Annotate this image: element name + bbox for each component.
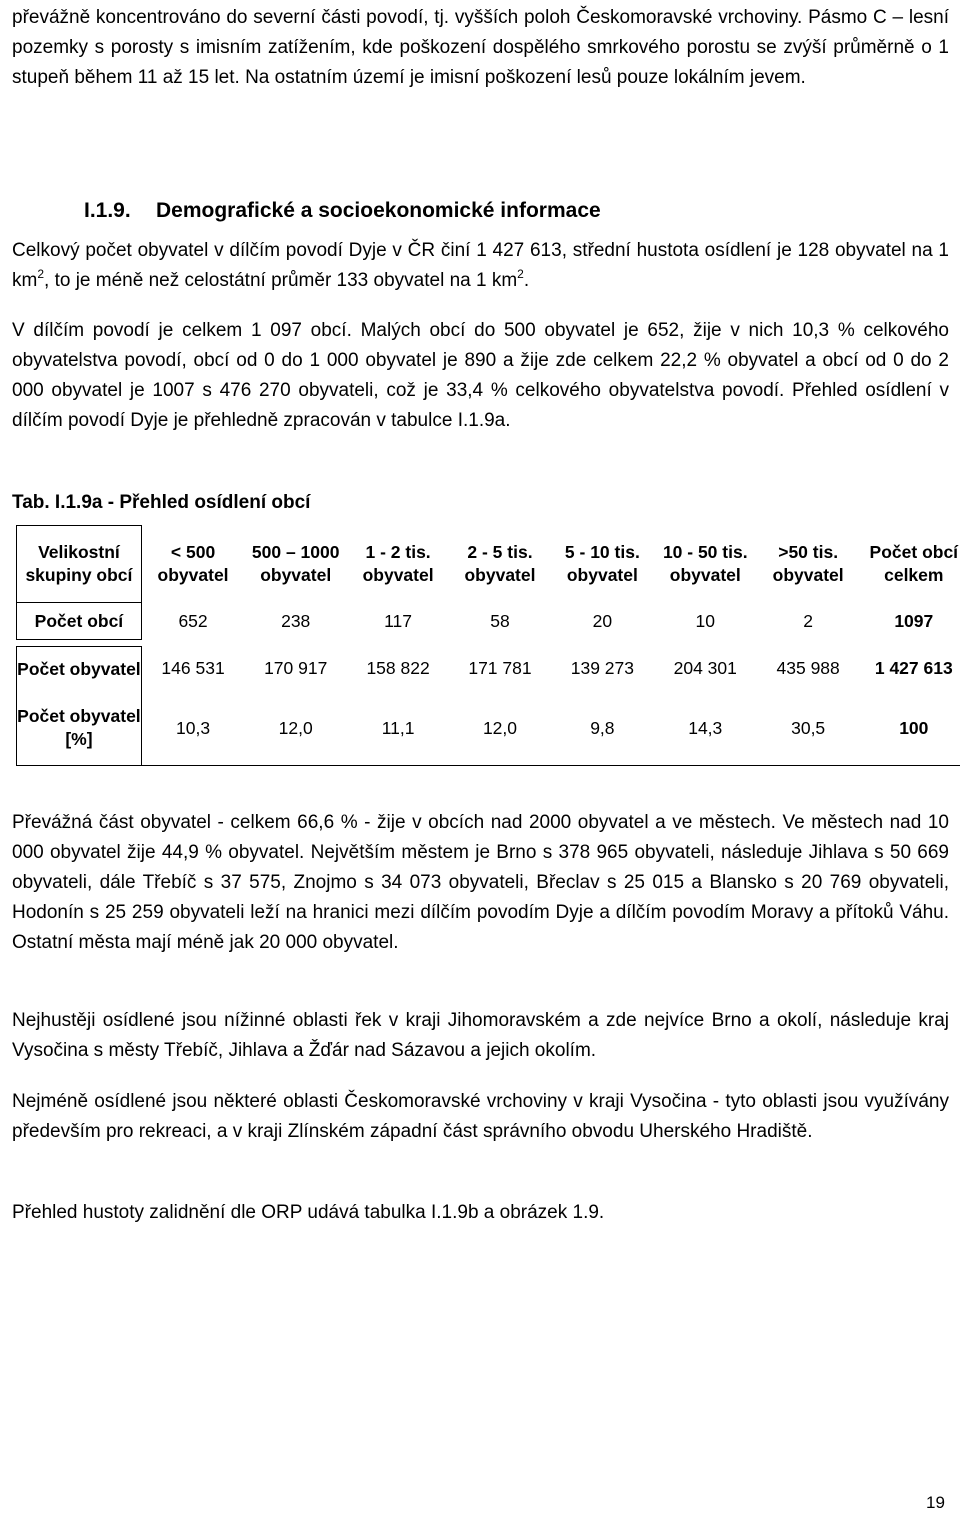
row-label: Počet obcí xyxy=(17,603,142,640)
row-label: Počet obyvatel xyxy=(17,647,142,692)
header-cell: 2 - 5 tis. obyvatel xyxy=(464,542,536,585)
header-cell: 10 - 50 tis. obyvatel xyxy=(662,542,748,585)
table-cell: 20 xyxy=(592,610,613,631)
settlement-table xyxy=(16,525,960,766)
page-number: 19 xyxy=(926,1493,945,1512)
section-number: I.1.9. xyxy=(84,199,131,222)
table-cell: 652 xyxy=(178,610,208,631)
superscript: 2 xyxy=(37,267,45,281)
population-paragraph xyxy=(12,236,949,296)
table-cell: 12,0 xyxy=(449,691,551,766)
table-cell: 30,5 xyxy=(757,691,860,766)
table-cell: 12,0 xyxy=(244,691,347,766)
population-text-1: Celkový počet obyvatel v dílčím povodí Dyje v ČR činí 1 427 613, střední hustota osídlení je 128 obyvatel na 1 km xyxy=(12,240,949,291)
table-cell: 204 301 xyxy=(673,658,737,679)
header-cell: 500 – 1000 obyvatel xyxy=(251,542,340,585)
dense-areas-paragraph: Nejhustěji osídlené jsou nížinné oblasti řek v kraji Jihomoravském a zde nejvíce Brno a okolí, následuje kraj Vysočina s městy Třebíč, Jihlava a Žďár nad Sázavou a jejich okolím. xyxy=(12,1010,949,1061)
table-cell: 58 xyxy=(490,610,510,631)
table-row xyxy=(17,691,960,766)
table-cell: 171 781 xyxy=(468,658,532,679)
table-cell: 146 531 xyxy=(161,658,225,679)
reference-paragraph: Přehled hustoty zalidnění dle ORP udává tabulka I.1.9b a obrázek 1.9. xyxy=(12,1202,605,1223)
table-row xyxy=(17,647,960,692)
table-caption: Tab. I.1.9a - Přehled osídlení obcí xyxy=(12,492,311,513)
table-cell: 117 xyxy=(384,610,413,631)
header-cell: Velikostní skupiny obcí xyxy=(17,526,142,603)
table-cell: 238 xyxy=(281,610,311,631)
table-spacer xyxy=(17,640,960,647)
table-cell: 139 273 xyxy=(570,658,634,679)
population-text-2: , to je méně než celostátní průměr 133 obyvatel na 1 km xyxy=(44,270,518,291)
table-row xyxy=(17,603,960,640)
header-cell: 5 - 10 tis. obyvatel xyxy=(564,542,640,585)
table-cell: 170 917 xyxy=(264,658,328,679)
table-cell: 158 822 xyxy=(366,658,430,679)
table-cell: 10,3 xyxy=(141,691,244,766)
header-cell: >50 tis. obyvatel xyxy=(772,542,844,585)
header-cell: 1 - 2 tis. obyvatel xyxy=(362,542,434,585)
row-label: Počet obyvatel [%] xyxy=(17,691,142,766)
section-heading xyxy=(84,196,601,226)
header-cell: < 500 obyvatel xyxy=(157,542,229,585)
municipalities-paragraph: V dílčím povodí je celkem 1 097 obcí. Malých obcí do 500 obyvatel je 652, žije v nich 10,3 % celkového obyvatelstva povodí, obcí od 0 do 1 000 obyvatel je 890 a žije zde celkem 22,2 % obyvatel a obcí od 0 do 2 000 obyvatel je 1007 s 476 270 obyvateli, což je 33,4 % celkového obyvatelstva povodí. Přehled osídlení v dílčím povodí Dyje je přehledně zpracován v tabulce I.1.9a. xyxy=(12,320,949,431)
table-cell-total: 1097 xyxy=(860,603,960,640)
section-title: Demografické a socioekonomické informace xyxy=(156,199,601,222)
intro-paragraph: převážně koncentrováno do severní části povodí, tj. vyšších poloh Českomoravské vrchoviny. Pásmo C – lesní pozemky s porosty s imisním zatížením, kde poškození dospělého smrkového porostu se zvýší průměrně o 1 stupeň během 11 až 15 let. Na ostatním území je imisní poškození lesů pouze lokálním jevem. xyxy=(12,7,949,88)
table-cell-total: 100 xyxy=(860,691,960,766)
cities-paragraph: Převážná část obyvatel - celkem 66,6 % - žije v obcích nad 2000 obyvatel a ve městech. Ve městech nad 10 000 obyvatel žije 44,9 % obyvatel. Největším městem je Brno s 378 965 obyvateli, následuje Jihlava s 50 669 obyvateli, dále Třebíč s 37 575, Znojmo s 34 073 obyvateli, Břeclav s 25 015 a Blansko s 20 769 obyvateli, Hodonín s 25 259 obyvateli leží na hranici mezi dílčím povodím Dyje a dílčím povodím Moravy a přítoků Váhu. Ostatní města mají méně jak 20 000 obyvatel. xyxy=(12,812,949,953)
table-cell: 14,3 xyxy=(654,691,757,766)
table-cell: 10 xyxy=(695,610,715,631)
table-header-row xyxy=(17,526,960,603)
table-cell-total: 1 427 613 xyxy=(860,647,960,692)
table-cell: 435 988 xyxy=(776,658,840,679)
table-cell: 11,1 xyxy=(347,691,449,766)
superscript: 2 xyxy=(517,267,524,281)
population-text-3: . xyxy=(523,270,530,291)
table-cell: 9,8 xyxy=(551,691,654,766)
sparse-areas-paragraph: Nejméně osídlené jsou některé oblasti Českomoravské vrchoviny v kraji Vysočina - tyto oblasti jsou využívány především pro rekreaci, a v kraji Zlínském západní část správního obvodu Uherského Hradiště. xyxy=(12,1091,949,1142)
table-cell: 2 xyxy=(803,610,814,631)
header-cell: Počet obcí celkem xyxy=(860,526,960,603)
